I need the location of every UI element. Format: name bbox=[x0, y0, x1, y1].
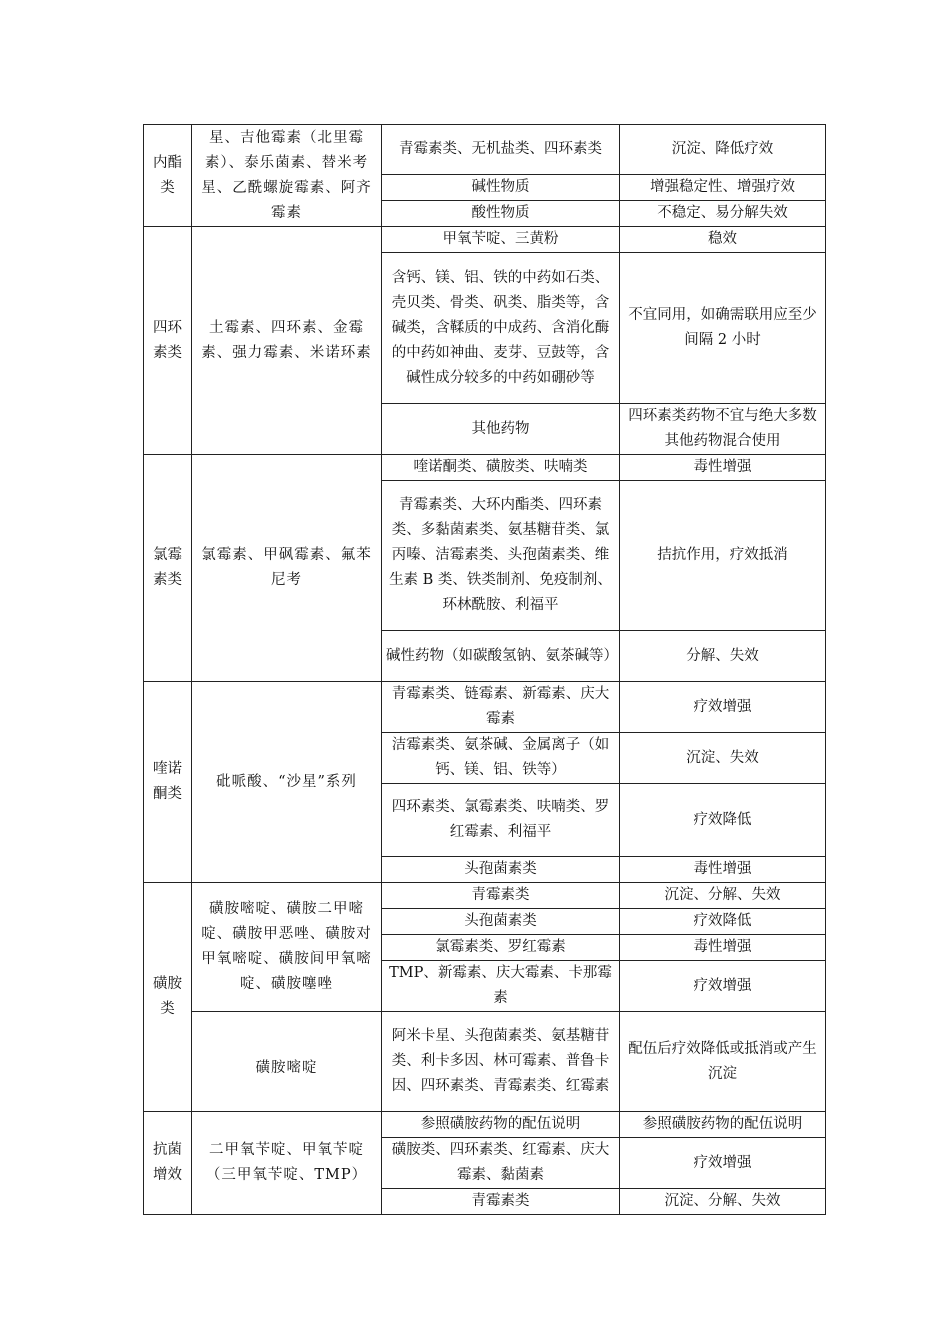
table-row bbox=[144, 125, 826, 175]
effect-cell: 疗效增强 bbox=[620, 961, 826, 1012]
table-row bbox=[144, 227, 826, 253]
effect-cell: 沉淀、失效 bbox=[620, 733, 826, 784]
drugs-cell: 四环素类、氯霉素类、呋喃类、罗红霉素、利福平 bbox=[382, 784, 620, 857]
drugs-cell: 青霉素类、无机盐类、四环素类 bbox=[382, 125, 620, 175]
drugs-cell: 青霉素类、链霉素、新霉素、庆大霉素 bbox=[382, 682, 620, 733]
category-cell: 磺胺类 bbox=[144, 883, 192, 1112]
effect-cell: 拮抗作用，疗效抵消 bbox=[620, 481, 826, 631]
table-row bbox=[144, 1112, 826, 1138]
category-cell: 氯霉素类 bbox=[144, 455, 192, 682]
category-cell: 四环素类 bbox=[144, 227, 192, 455]
drugs-cell: 碱性物质 bbox=[382, 175, 620, 201]
drugs-cell: 青霉素类、大环内酯类、四环素类、多黏菌素类、氨基糖苷类、氯丙嗪、洁霉素类、头孢菌素类、维生素 B 类、铁类制剂、免疫制剂、环林酰胺、利福平 bbox=[382, 481, 620, 631]
effect-cell: 毒性增强 bbox=[620, 857, 826, 883]
table-row bbox=[144, 1012, 826, 1112]
effect-cell: 不宜同用，如确需联用应至少间隔 2 小时 bbox=[620, 253, 826, 404]
agents-cell: 土霉素、四环素、金霉素、强力霉素、米诺环素 bbox=[192, 227, 382, 455]
effect-cell: 增强稳定性、增强疗效 bbox=[620, 175, 826, 201]
drugs-cell: 氯霉素类、罗红霉素 bbox=[382, 935, 620, 961]
effect-cell: 疗效降低 bbox=[620, 784, 826, 857]
table-row bbox=[144, 682, 826, 733]
effect-cell: 参照磺胺药物的配伍说明 bbox=[620, 1112, 826, 1138]
category-cell: 抗菌增效 bbox=[144, 1112, 192, 1215]
agents-cell: 磺胺嘧啶 bbox=[192, 1012, 382, 1112]
effect-cell: 分解、失效 bbox=[620, 631, 826, 682]
drugs-cell: 洁霉素类、氨茶碱、金属离子（如钙、镁、铝、铁等） bbox=[382, 733, 620, 784]
agents-cell: 氯霉素、甲砜霉素、氟苯尼考 bbox=[192, 455, 382, 682]
effect-cell: 不稳定、易分解失效 bbox=[620, 201, 826, 227]
drugs-cell: 青霉素类 bbox=[382, 883, 620, 909]
effect-cell: 稳效 bbox=[620, 227, 826, 253]
table-row bbox=[144, 455, 826, 481]
drugs-cell: 甲氧苄啶、三黄粉 bbox=[382, 227, 620, 253]
effect-cell: 沉淀、分解、失效 bbox=[620, 1189, 826, 1215]
effect-cell: 沉淀、降低疗效 bbox=[620, 125, 826, 175]
effect-cell: 四环素类药物不宜与绝大多数其他药物混合使用 bbox=[620, 404, 826, 455]
agents-cell: 星、吉他霉素（北里霉素）、泰乐菌素、替米考星、乙酰螺旋霉素、阿齐霉素 bbox=[192, 125, 382, 227]
drugs-cell: 阿米卡星、头孢菌素类、氨基糖苷类、利卡多因、林可霉素、普鲁卡因、四环素类、青霉素类、红霉素 bbox=[382, 1012, 620, 1112]
drug-compatibility-table bbox=[143, 124, 826, 1215]
drugs-cell: 喹诺酮类、磺胺类、呋喃类 bbox=[382, 455, 620, 481]
effect-cell: 疗效增强 bbox=[620, 682, 826, 733]
table-row bbox=[144, 883, 826, 909]
agents-cell: 砒哌酸、“沙星”系列 bbox=[192, 682, 382, 883]
effect-cell: 毒性增强 bbox=[620, 455, 826, 481]
agents-cell: 磺胺嘧啶、磺胺二甲嘧啶、磺胺甲恶唑、磺胺对甲氧嘧啶、磺胺间甲氧嘧啶、磺胺噻唑 bbox=[192, 883, 382, 1012]
drugs-cell: 头孢菌素类 bbox=[382, 909, 620, 935]
drugs-cell: 碱性药物（如碳酸氢钠、氨茶碱等） bbox=[382, 631, 620, 682]
drugs-cell: 其他药物 bbox=[382, 404, 620, 455]
category-cell: 内酯类 bbox=[144, 125, 192, 227]
effect-cell: 配伍后疗效降低或抵消或产生沉淀 bbox=[620, 1012, 826, 1112]
drugs-cell: 头孢菌素类 bbox=[382, 857, 620, 883]
agents-cell: 二甲氧苄啶、甲氧苄啶（三甲氧苄啶、TMP） bbox=[192, 1112, 382, 1215]
drugs-cell: 参照磺胺药物的配伍说明 bbox=[382, 1112, 620, 1138]
category-cell: 喹诺酮类 bbox=[144, 682, 192, 883]
drugs-cell: 酸性物质 bbox=[382, 201, 620, 227]
drugs-cell: TMP、新霉素、庆大霉素、卡那霉素 bbox=[382, 961, 620, 1012]
effect-cell: 毒性增强 bbox=[620, 935, 826, 961]
drugs-cell: 含钙、镁、铝、铁的中药如石类、壳贝类、骨类、矾类、脂类等，含碱类，含鞣质的中成药、含消化酶的中药如神曲、麦芽、豆鼓等，含碱性成分较多的中药如硼砂等 bbox=[382, 253, 620, 404]
effect-cell: 沉淀、分解、失效 bbox=[620, 883, 826, 909]
drugs-cell: 青霉素类 bbox=[382, 1189, 620, 1215]
drugs-cell: 磺胺类、四环素类、红霉素、庆大霉素、黏菌素 bbox=[382, 1138, 620, 1189]
effect-cell: 疗效降低 bbox=[620, 909, 826, 935]
effect-cell: 疗效增强 bbox=[620, 1138, 826, 1189]
